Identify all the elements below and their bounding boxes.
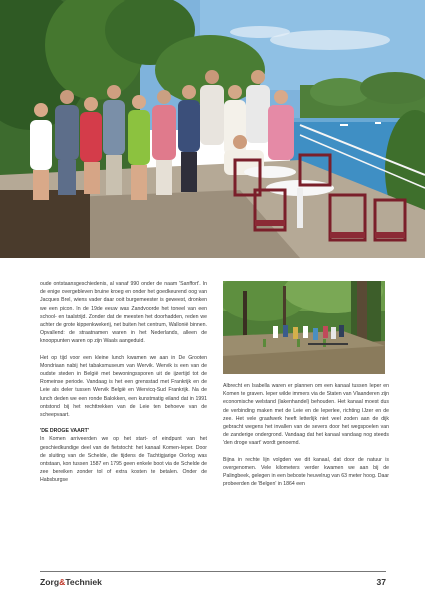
magazine-brand bbox=[40, 577, 102, 587]
article-paragraph: In Komen arriveerden we op het start- of eindpunt van het geschiedkundige deel van de fietstocht: het kanaal Komen-Ieper. Door de sluiting van de Schelde, die tijdens de Tachtigjarige Oorlog was ontstaan, kon tussen 1587 en 1795 geen enkele boot via de Schelde de zee bereiken zonder tol of extra kosten te betalen. Onder de Habsburgse bbox=[40, 436, 207, 484]
brand-ampersand: & bbox=[59, 577, 66, 587]
footer-divider bbox=[40, 571, 386, 572]
article-paragraph: Albrecht en Isabella waren er plannen om een kanaal tussen Ieper en Komen te graven. Ieper wilde immers via de Staten van Vlaanderen zijn economische welstand (lakenhandel) behouden. Het kanaal moest dus de verbinding maken met de Leie en de Ieperlee, richting IJzer en de zee. Het vele graafwerk heeft letterlijk niet veel zoden aan de dijk gebracht wegens het invallen van de severs door het wegspoelen van de zanderige ondergrond. Vandaag dat het kanaal vandaag nog steeds 'den droge vaart' wordt genoemd. bbox=[223, 383, 389, 447]
brand-part-1: Zorg bbox=[40, 577, 60, 587]
brand-part-2: Techniek bbox=[65, 577, 102, 587]
article-paragraph: Het op tijd voor een kleine lunch kwamen we aan in De Grooten Mondriaan nabij het tabaksmuseum van Wervik. Wervik is een van de oudste steden in België met bewoningssporen uit de ijzertijd tot de Romeinse periode. Vandaag is het een grensstad met Frankrijk en de Leie als deler tussen Wervik België en Wervicq-Sud Frankrijk. Na de lunch deden we een ronde Balokken, een kunstmatig eiland dat in 1991 ontstond bij het rechttrekken van de Leie ten behoeve van de scheepvaart. bbox=[40, 354, 207, 419]
article-paragraph: Bijna in rechte lijn volgden we dit kanaal, dat door de natuur is overgenomen. Vele kilometers verder kwamen we aan bij de Palingbeek, gelegen in een beboste heuvelrug van 63 meter hoog. Daar probeerden de 'Belgen' in 1864 een bbox=[223, 456, 389, 488]
article-column-left bbox=[40, 280, 207, 493]
page-footer bbox=[40, 571, 386, 591]
article-column-right bbox=[223, 382, 389, 496]
page-number: 37 bbox=[376, 577, 386, 587]
group-photo bbox=[0, 0, 425, 258]
article-paragraph: oude ontstaansgeschiedenis, al vanaf 990 onder de naam 'Sanffort'. In de enige overgebleven bruine kroeg en onder het goedkeurend oog van Jacques Brel, wiens vader daar ooit burgemeester is geweest, dronken we een picon. In de 19de eeuw was Zandvoorde het toneel van een school- en taalstrijd. Zonder dat de meesten het doorhadden, reden we achter de grote kippenkwekerij, net buiten het centrum, Wallonië binnen. Opvallend: de straatnamen waren in het Nederlands, alleen de knooppunten waren op zijn Waals aangeduid. bbox=[40, 281, 207, 345]
forest-group-photo bbox=[223, 281, 385, 374]
section-heading: 'DE DROGE VAART' bbox=[40, 428, 90, 435]
